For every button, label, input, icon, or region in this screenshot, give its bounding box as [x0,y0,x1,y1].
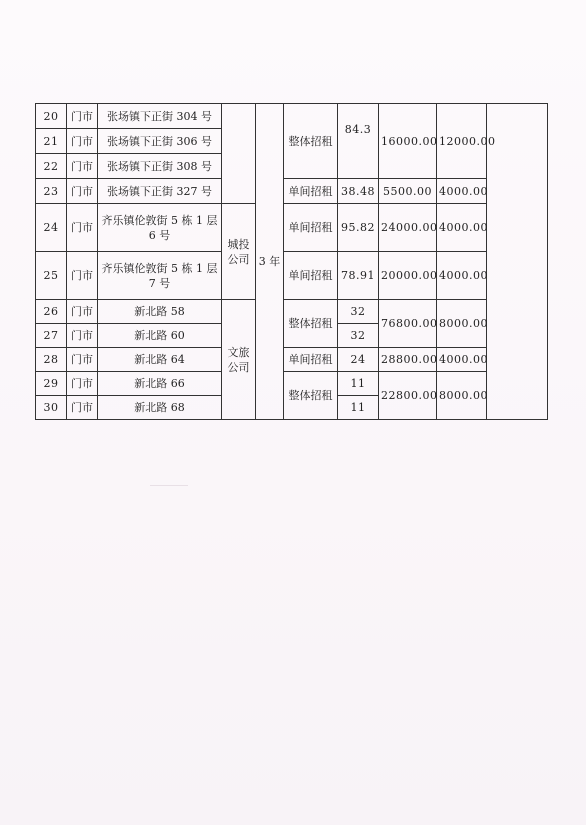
deposit: 8000.00 [437,300,487,348]
row-number: 30 [36,396,67,420]
price: 24000.00 [379,204,437,252]
row-number: 21 [36,129,67,154]
rent-mode: 单间招租 [284,348,338,372]
owner-unit: 文旅公司 [222,300,256,420]
row-number: 20 [36,104,67,129]
property-address: 新北路 60 [98,324,222,348]
area: 32 [338,300,379,324]
area: 11 [338,372,379,396]
property-type: 门市 [67,348,98,372]
property-type: 门市 [67,154,98,179]
row-number: 24 [36,204,67,252]
table-row [36,204,548,252]
price: 20000.00 [379,252,437,300]
row-number: 22 [36,154,67,179]
area: 95.82 [338,204,379,252]
lease-table [35,103,548,420]
property-type: 门市 [67,324,98,348]
deposit: 4000.00 [437,204,487,252]
deposit: 4000.00 [437,179,487,204]
property-address: 新北路 58 [98,300,222,324]
area: 32 [338,324,379,348]
area: 84.3 [338,104,379,179]
row-number: 23 [36,179,67,204]
property-type: 门市 [67,252,98,300]
price: 16000.00 [379,104,437,179]
table-row [36,179,548,204]
rent-mode: 整体招租 [284,300,338,348]
scan-mark [150,485,188,486]
row-number: 28 [36,348,67,372]
row-number: 27 [36,324,67,348]
area: 38.48 [338,179,379,204]
property-type: 门市 [67,179,98,204]
table-row [36,348,548,372]
property-type: 门市 [67,204,98,252]
property-address: 新北路 68 [98,396,222,420]
property-address: 张场镇下正街 306 号 [98,129,222,154]
property-type: 门市 [67,300,98,324]
deposit: 12000.00 [437,104,487,179]
rent-mode: 单间招租 [284,204,338,252]
row-number: 29 [36,372,67,396]
price: 28800.00 [379,348,437,372]
remark-column [487,104,548,420]
property-type: 门市 [67,396,98,420]
property-address: 张场镇下正街 327 号 [98,179,222,204]
owner-unit: 城投公司 [222,204,256,300]
lease-term: 3 年 [256,104,284,420]
property-type: 门市 [67,372,98,396]
table-row [36,372,548,396]
unit-cell-blank [222,104,256,204]
price: 22800.00 [379,372,437,420]
property-address: 新北路 66 [98,372,222,396]
area: 78.91 [338,252,379,300]
property-type: 门市 [67,104,98,129]
property-address: 张场镇下正街 304 号 [98,104,222,129]
property-type: 门市 [67,129,98,154]
price: 76800.00 [379,300,437,348]
row-number: 25 [36,252,67,300]
area: 11 [338,396,379,420]
price: 5500.00 [379,179,437,204]
deposit: 4000.00 [437,348,487,372]
deposit: 4000.00 [437,252,487,300]
table-row [36,104,548,129]
rent-mode: 单间招租 [284,252,338,300]
area: 24 [338,348,379,372]
deposit: 8000.00 [437,372,487,420]
row-number: 26 [36,300,67,324]
table-row [36,300,548,324]
property-address: 新北路 64 [98,348,222,372]
rent-mode: 整体招租 [284,104,338,179]
property-address: 张场镇下正街 308 号 [98,154,222,179]
rent-mode: 单间招租 [284,179,338,204]
property-address: 齐乐镇伦敦街 5 栋 1 层 7 号 [98,252,222,300]
table-row [36,252,548,300]
rent-mode: 整体招租 [284,372,338,420]
property-address: 齐乐镇伦敦街 5 栋 1 层 6 号 [98,204,222,252]
